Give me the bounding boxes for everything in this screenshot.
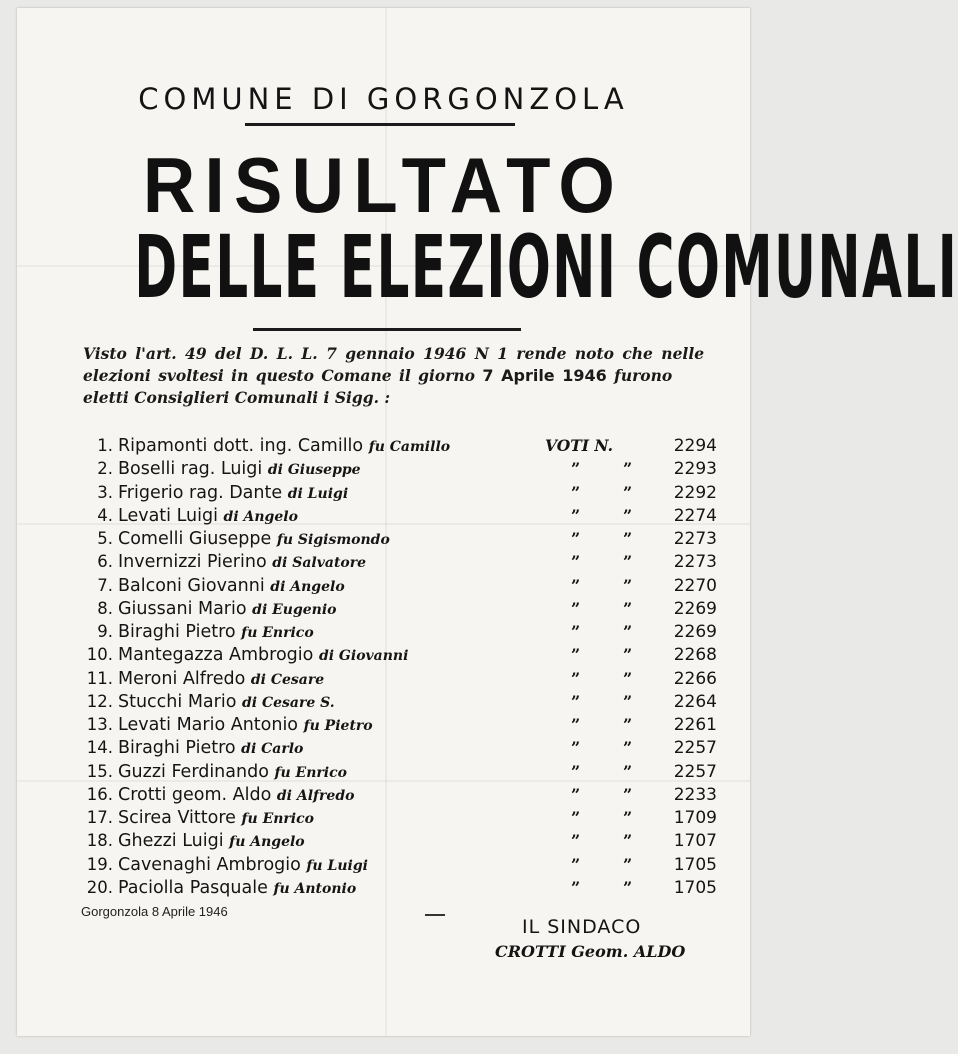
candidate-parent: fu Enrico — [241, 811, 314, 827]
candidate-row — [77, 483, 717, 506]
candidate-full-name: Giussani Mario — [118, 598, 247, 619]
candidate-number: 7. — [97, 575, 113, 595]
candidate-full-name: Ripamonti dott. ing. Camillo — [118, 436, 364, 456]
candidate-full-name: Guzzi Ferdinando — [118, 761, 269, 782]
ditto-mark: ” — [571, 505, 581, 525]
candidate-name — [118, 738, 303, 758]
ditto-mark: ” — [571, 808, 581, 827]
poster-subtitle: DELLE ELEZIONI COMUNALI — [134, 216, 958, 318]
candidate-full-name: Stucchi Mario — [118, 691, 237, 712]
candidate-row — [77, 506, 717, 529]
candidate-row — [77, 785, 717, 808]
candidate-parent: fu Luigi — [306, 857, 368, 874]
candidate-row — [77, 576, 717, 599]
candidate-full-name: Levati Luigi — [118, 505, 218, 526]
candidate-full-name: Comelli Giuseppe — [118, 529, 272, 549]
intro-line-1: Visto l'art. 49 del D. L. L. 7 gennaio 1946 N 1 rende noto che nelle — [83, 344, 705, 363]
candidate-number: 16. — [86, 784, 113, 804]
candidate-name — [118, 715, 373, 735]
ditto-mark: ” — [623, 459, 633, 479]
candidate-list — [77, 436, 717, 896]
ditto-mark: ” — [571, 691, 581, 711]
candidate-parent: fu Camillo — [368, 439, 451, 455]
candidate-full-name: Frigerio rag. Dante — [118, 482, 283, 503]
ditto-mark: ” — [623, 808, 633, 827]
candidate-votes: 2257 — [673, 738, 717, 759]
comune-heading: COMUNE DI GORGONZOLA — [138, 82, 629, 116]
candidate-name — [118, 622, 314, 642]
candidate-votes: 2268 — [673, 645, 717, 666]
ditto-mark: ” — [571, 761, 581, 781]
candidate-votes: 2293 — [673, 459, 717, 480]
candidate-parent: di Luigi — [287, 485, 349, 502]
candidate-votes: 2270 — [673, 575, 717, 596]
ditto-mark: ” — [623, 761, 633, 781]
candidate-full-name: Mantegazza Ambrogio — [118, 645, 314, 666]
candidate-name — [118, 552, 366, 572]
candidate-parent: di Eugenio — [252, 601, 337, 618]
candidate-parent: fu Antonio — [273, 880, 357, 897]
candidate-number: 3. — [97, 482, 113, 502]
candidate-number: 1. — [97, 436, 113, 455]
candidate-row — [77, 669, 717, 692]
candidate-number: 17. — [86, 808, 113, 827]
candidate-name — [118, 692, 335, 712]
place-date: Gorgonzola 8 Aprile 1946 — [81, 904, 228, 919]
candidate-parent: di Angelo — [270, 578, 345, 595]
candidate-number: 19. — [86, 854, 113, 874]
candidate-number: 6. — [97, 552, 113, 572]
candidate-votes: 2269 — [673, 622, 717, 642]
ditto-mark: ” — [571, 877, 581, 897]
poster-title: RISULTATO — [142, 141, 625, 229]
heading-rule — [245, 123, 515, 126]
candidate-full-name: Ghezzi Luigi — [118, 831, 224, 852]
candidate-number: 12. — [86, 691, 113, 711]
candidate-full-name: Biraghi Pietro — [118, 738, 236, 759]
candidate-name — [118, 599, 337, 619]
candidate-full-name: Boselli rag. Luigi — [118, 459, 263, 480]
ditto-mark: ” — [623, 645, 633, 665]
candidate-name — [118, 669, 324, 689]
candidate-full-name: Biraghi Pietro — [118, 622, 236, 642]
candidate-parent: di Angelo — [223, 508, 298, 525]
election-date: 7 Aprile 1946 — [482, 366, 607, 385]
intro-paragraph — [83, 343, 723, 409]
ditto-mark: ” — [623, 598, 633, 618]
candidate-votes: 2273 — [673, 552, 717, 573]
intro-line-2 — [83, 365, 723, 387]
candidate-parent: fu Pietro — [303, 718, 373, 734]
mayor-name: CROTTI Geom. ALDO — [495, 942, 686, 961]
candidate-parent: di Alfredo — [276, 787, 355, 804]
candidate-row — [77, 808, 717, 831]
ditto-mark: ” — [571, 529, 581, 548]
candidate-name — [118, 762, 347, 782]
ditto-mark: ” — [623, 552, 633, 572]
candidate-row — [77, 552, 717, 575]
candidate-row — [77, 459, 717, 482]
candidate-name — [118, 436, 450, 456]
candidate-parent: di Cesare — [250, 671, 325, 688]
candidate-full-name: Paciolla Pasquale — [118, 877, 268, 898]
ditto-mark: ” — [571, 645, 581, 665]
candidate-votes: 2274 — [673, 505, 717, 526]
candidate-name — [118, 808, 314, 828]
ditto-mark: ” — [623, 854, 633, 874]
ditto-mark: ” — [571, 738, 581, 758]
candidate-votes: 2264 — [673, 691, 717, 712]
ditto-mark: ” — [571, 575, 581, 595]
candidate-number: 5. — [97, 529, 113, 548]
ditto-mark: ” — [571, 552, 581, 572]
candidate-parent: fu Sigismondo — [276, 532, 390, 548]
ditto-mark: ” — [571, 459, 581, 479]
candidate-number: 11. — [86, 668, 113, 688]
candidate-row — [77, 645, 717, 668]
candidate-votes: 2292 — [673, 482, 717, 503]
candidate-full-name: Meroni Alfredo — [118, 668, 246, 689]
candidate-votes: 2294 — [673, 436, 717, 456]
candidate-row — [77, 622, 717, 645]
candidate-number: 20. — [86, 877, 113, 897]
candidate-number: 18. — [86, 831, 113, 851]
intro-line-2-text: elezioni svoltesi in questo Comane il giorno — [83, 366, 475, 385]
intro-line-2-end: furono — [614, 366, 673, 385]
sindaco-label: IL SINDACO — [522, 916, 642, 938]
ditto-mark: ” — [571, 715, 581, 734]
candidate-name — [118, 529, 390, 549]
ditto-mark: ” — [623, 877, 633, 897]
candidate-parent: di Cesare S. — [242, 694, 335, 711]
ditto-mark: ” — [623, 784, 633, 804]
ditto-mark: ” — [623, 668, 633, 688]
candidate-full-name: Scirea Vittore — [118, 808, 236, 828]
candidate-full-name: Crotti geom. Aldo — [118, 784, 272, 805]
candidate-parent: fu Enrico — [274, 764, 347, 781]
candidate-number: 8. — [97, 598, 113, 618]
ditto-mark: ” — [623, 622, 633, 641]
candidate-number: 4. — [97, 505, 113, 525]
ditto-mark: ” — [623, 831, 633, 851]
candidate-votes: 2261 — [673, 715, 717, 735]
ditto-mark: ” — [623, 715, 633, 734]
candidate-votes: 2266 — [673, 668, 717, 689]
candidate-row — [77, 762, 717, 785]
candidate-row — [77, 831, 717, 854]
candidate-name — [118, 645, 408, 665]
ditto-mark: ” — [571, 668, 581, 688]
candidate-name — [118, 878, 356, 898]
candidate-parent: fu Enrico — [241, 625, 314, 641]
candidate-number: 15. — [86, 761, 113, 781]
candidate-name — [118, 576, 345, 596]
candidate-number: 9. — [97, 622, 113, 641]
candidate-votes: 2269 — [673, 598, 717, 619]
candidate-row — [77, 738, 717, 761]
candidate-number: 2. — [97, 459, 113, 479]
candidate-number: 13. — [86, 715, 113, 734]
ditto-mark: ” — [623, 691, 633, 711]
candidate-full-name: Levati Mario Antonio — [118, 715, 299, 735]
ditto-mark: ” — [571, 598, 581, 618]
candidate-parent: di Salvatore — [272, 555, 367, 572]
votes-column-label: VOTI N. — [545, 436, 614, 455]
candidate-name — [118, 831, 305, 851]
candidate-full-name: Invernizzi Pierino — [118, 552, 267, 573]
candidate-votes: 1707 — [673, 831, 717, 852]
ditto-mark: ” — [623, 738, 633, 758]
ditto-mark: ” — [623, 529, 633, 548]
ditto-mark: ” — [623, 505, 633, 525]
candidate-votes: 2257 — [673, 761, 717, 782]
candidate-full-name: Balconi Giovanni — [118, 575, 265, 596]
candidate-name — [118, 785, 354, 805]
ditto-mark: ” — [623, 482, 633, 502]
ditto-mark: ” — [571, 784, 581, 804]
poster-sheet — [17, 8, 958, 1036]
candidate-name — [118, 506, 298, 526]
candidate-parent: fu Angelo — [229, 834, 305, 851]
candidate-row — [77, 715, 717, 738]
candidate-parent: di Giuseppe — [267, 462, 361, 479]
candidate-name — [118, 459, 361, 479]
candidate-row — [77, 692, 717, 715]
candidate-row — [77, 855, 717, 878]
candidate-parent: di Carlo — [241, 741, 304, 758]
candidate-votes: 2233 — [673, 784, 717, 805]
candidate-name — [118, 855, 368, 875]
intro-line-3: eletti Consiglieri Comunali i Sigg. : — [83, 388, 391, 407]
candidate-votes: 1705 — [673, 877, 717, 898]
ditto-mark: ” — [623, 575, 633, 595]
candidate-full-name: Cavenaghi Ambrogio — [118, 854, 301, 875]
candidate-row — [77, 436, 717, 459]
candidate-votes: 2273 — [673, 529, 717, 549]
ditto-mark: ” — [571, 831, 581, 851]
subtitle-rule — [253, 328, 521, 331]
candidate-votes: 1709 — [673, 808, 717, 828]
candidate-number: 14. — [86, 738, 113, 758]
candidate-name — [118, 483, 348, 503]
candidate-row — [77, 599, 717, 622]
candidate-parent: di Giovanni — [318, 648, 409, 665]
candidate-row — [77, 529, 717, 552]
candidate-number: 10. — [86, 645, 113, 665]
candidate-votes: 1705 — [673, 854, 717, 875]
ditto-mark: ” — [571, 482, 581, 502]
ditto-mark: ” — [571, 622, 581, 641]
candidate-row — [77, 878, 717, 901]
ditto-mark: ” — [571, 854, 581, 874]
decorative-dash — [425, 914, 445, 916]
